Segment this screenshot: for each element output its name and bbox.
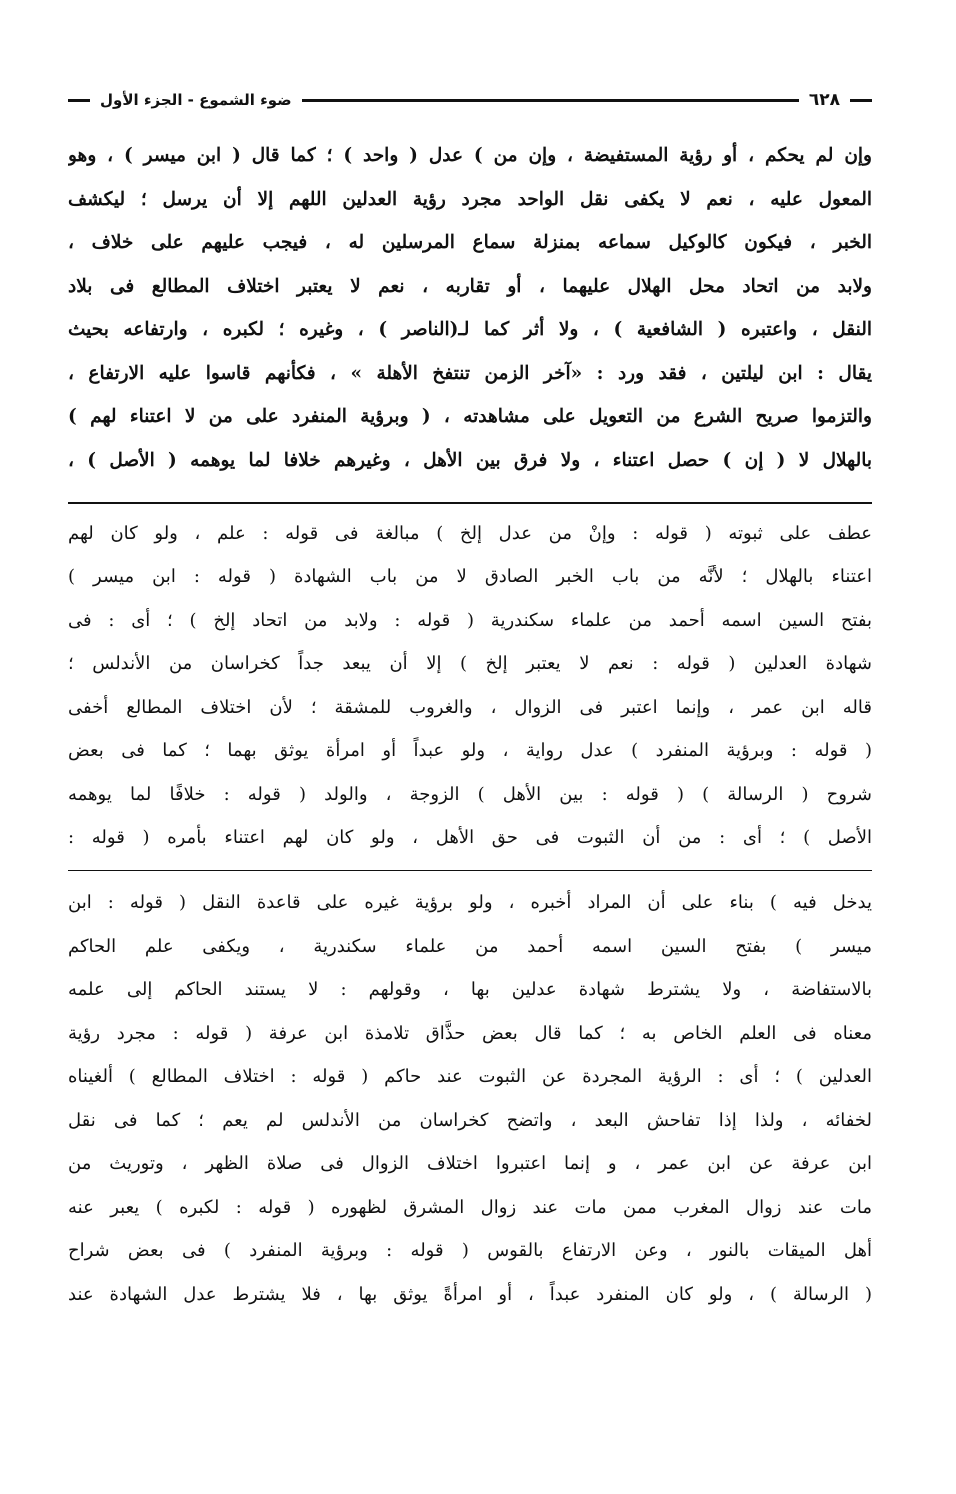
commentary-line: شروح ( الرسالة ) ( قوله : بين الأهل ) الزوجة ، والولد ( قوله : خلافًا لما يوهمه: [68, 783, 872, 805]
main-text-line: النقل ، واعتبره ( الشافعية ) ، ولا أثر كما لـ(الناصر ) ، وغيره ؛ لكبره ، وارتفاعه بحيث: [68, 319, 872, 340]
commentary-line: بالاستفاضة ، ولا يشترط شهادة عدلين بها ، وقولهم : لا يستند الحاكم إلى علمه: [68, 979, 872, 1000]
main-text-line: الخبر ، فيكون كالوكيل سماعه بمنزلة سماع المرسلين له ، فيجب عليهم على خلاف ،: [68, 232, 872, 253]
main-text-line: وإن لم يحكم ، أو رؤية المستفيضة ، وإن من ) عدل ( واحد ) ؛ كما قال ( ابن ميسر ) ، وهو: [68, 145, 872, 166]
commentary-line: قاله ابن عمر ، وإنما اعتبر فى الزوال ، والغروب للمشقة ؛ لأن اختلاف المطالع أخفى: [68, 696, 872, 718]
commentary-line: عطف على ثبوته ( قوله : وإنْ من عدل إلخ ) مبالغة فى قوله : علم ، ولو كان لهم: [68, 522, 872, 544]
commentary-line: مات عند زوال المغرب ممن مات عند زوال المشرق لظهوره ( قوله : لكبره ) يعبر عنه: [68, 1196, 872, 1218]
commentary-line: شهادة العدلين ( قوله : نعم لا يعتبر إلخ ) إلا أن يبعد جداً كخراسان من الأندلس ؛: [68, 653, 872, 674]
header-rule-middle: [302, 99, 799, 102]
commentary-line: ( قوله : وبرؤية المنفرد ) عدل رواية ، ولو عبداً أو امرأة يوثق بهما ؛ كما فى بعض: [68, 740, 872, 761]
running-title: ضوء الشموع - الجزء الأول: [100, 91, 292, 109]
commentary-line: ( الرسالة ) ، ولو كان المنفرد عبداً ، أو امرأةً يوثق بها ، فلا يشترط عدل الشهادة عند: [68, 1283, 872, 1305]
page-number: ٦٢٨: [808, 90, 840, 110]
commentary-line: أهل الميقات بالنور ، وعن الارتفاع بالقوس ( قوله : وبرؤية المنفرد ) فى بعض شراح: [68, 1240, 872, 1261]
main-text-line: والتزموا صريح الشرع من التعويل على مشاهدته ، ( وبرؤية المنفرد على من لا اعتناء لهم ): [68, 406, 872, 427]
main-text-line: يقال : ابن ليلتين ، فقد ورد : «آخر الزمن تنتفخ الأهلة » ، فكأنهم قاسوا عليه الارتفاع ،: [68, 362, 872, 384]
commentary-first: [68, 512, 872, 860]
commentary-second: [68, 881, 872, 1316]
header-rule-left: [68, 99, 90, 102]
commentary-line: بفتح السين اسمه أحمد من علماء سكندرية ( قوله : ولابد من اتحاد إلخ ) ؛ أى : فى: [68, 609, 872, 631]
section-divider: [68, 502, 872, 504]
commentary-line: لخفائه ، ولذا إذا تفاحش البعد ، واتضح كخراسان من الأندلس لم يعم ؛ كما فى نقل: [68, 1109, 872, 1131]
section-divider: [68, 870, 872, 872]
commentary-line: يدخل فيه ) بناء على أن المراد أخبره ، ولو برؤية غيره على قاعدة النقل ( قوله : ابن: [68, 892, 872, 913]
commentary-line: ابن عرفة عن ابن عمر ، و إنما اعتبروا اختلاف الزوال فى صلاة الظهر ، وتوريث من: [68, 1153, 872, 1174]
running-header: [68, 80, 872, 120]
commentary-line: ميسر ) بفتح السين اسمه أحمد من علماء سكندرية ، ويكفى علم الحاكم: [68, 935, 872, 957]
commentary-line: العدلين ) ؛ أى : الرؤية المجردة عن الثبوت عند حاكم ( قوله : اختلاف المطالع ) ألغيناه: [68, 1066, 872, 1087]
main-text-line: بالهلال لا ( إن ) حصل اعتناء ، ولا فرق بين الأهل ، وغيرهم خلافا لما يوهمه ( الأصل ) ،: [68, 449, 872, 471]
commentary-line: معناه فى العلم الخاص به ؛ كما قال بعض حذَّاق تلامذة ابن عرفة ( قوله : مجرد رؤية: [68, 1022, 872, 1044]
main-text-line: ولابد من اتحاد محل الهلال عليهما ، أو تقاربه ، نعم لا يعتبر اختلاف المطالع فى بلاد: [68, 275, 872, 297]
book-page: [68, 80, 872, 1326]
commentary-line: الأصل ) ؛ أى : من أن الثبوت فى حق الأهل ، ولو كان لهم اعتناء بأمره ( قوله :: [68, 827, 872, 848]
main-text: [68, 134, 872, 482]
main-text-line: المعول عليه ، نعم لا يكفى نقل الواحد مجرد رؤية العدلين اللهم إلا أن يرسل ؛ ليكشف: [68, 188, 872, 210]
header-rule-right: [850, 99, 872, 102]
commentary-line: اعتناء بالهلال ؛ لأنَّه من باب الخبر الصادق لا من باب الشهادة ( قوله : ابن ميسر ): [68, 566, 872, 587]
